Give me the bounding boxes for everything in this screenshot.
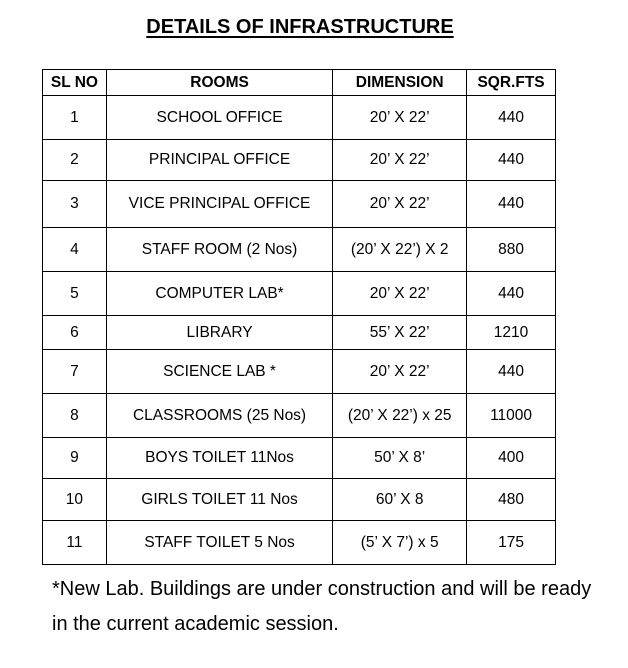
cell-sl-no: 2: [43, 140, 107, 181]
page-title: DETAILS OF INFRASTRUCTURE: [146, 16, 454, 38]
cell-room: SCIENCE LAB *: [106, 350, 332, 394]
cell-sl-no: 3: [43, 181, 107, 228]
cell-room: LIBRARY: [106, 316, 332, 350]
table-row: [43, 438, 556, 479]
header-dimension: DIMENSION: [333, 70, 467, 96]
cell-room: CLASSROOMS (25 Nos): [106, 394, 332, 438]
table-body: [43, 96, 556, 565]
header-rooms: ROOMS: [106, 70, 332, 96]
cell-sqr-fts: 480: [467, 479, 556, 521]
cell-sqr-fts: 440: [467, 350, 556, 394]
cell-dimension: 50’ X 8’: [333, 438, 467, 479]
table-row: [43, 479, 556, 521]
table-row: [43, 316, 556, 350]
cell-dimension: 20’ X 22’: [333, 96, 467, 140]
cell-sqr-fts: 400: [467, 438, 556, 479]
cell-room: PRINCIPAL OFFICE: [106, 140, 332, 181]
cell-room: SCHOOL OFFICE: [106, 96, 332, 140]
table-row: [43, 394, 556, 438]
table-row: [43, 350, 556, 394]
table-row: [43, 181, 556, 228]
cell-room: GIRLS TOILET 11 Nos: [106, 479, 332, 521]
cell-sqr-fts: 880: [467, 228, 556, 272]
cell-dimension: 55’ X 22’: [333, 316, 467, 350]
cell-sl-no: 7: [43, 350, 107, 394]
header-sl-no: SL NO: [43, 70, 107, 96]
cell-sqr-fts: 440: [467, 140, 556, 181]
cell-sqr-fts: 440: [467, 272, 556, 316]
cell-sl-no: 6: [43, 316, 107, 350]
cell-sl-no: 4: [43, 228, 107, 272]
table-header-row: [43, 70, 556, 96]
table-row: [43, 272, 556, 316]
cell-dimension: 60’ X 8: [333, 479, 467, 521]
cell-dimension: (20’ X 22’) X 2: [333, 228, 467, 272]
cell-dimension: 20’ X 22’: [333, 272, 467, 316]
cell-room: COMPUTER LAB*: [106, 272, 332, 316]
infrastructure-table: [42, 69, 556, 565]
table-row: [43, 96, 556, 140]
cell-dimension: 20’ X 22’: [333, 140, 467, 181]
table-row: [43, 140, 556, 181]
cell-sqr-fts: 440: [467, 96, 556, 140]
cell-sl-no: 11: [43, 521, 107, 565]
cell-sl-no: 1: [43, 96, 107, 140]
cell-room: BOYS TOILET 11Nos: [106, 438, 332, 479]
cell-room: VICE PRINCIPAL OFFICE: [106, 181, 332, 228]
cell-dimension: 20’ X 22’: [333, 181, 467, 228]
cell-sqr-fts: 1210: [467, 316, 556, 350]
cell-sqr-fts: 175: [467, 521, 556, 565]
cell-sl-no: 8: [43, 394, 107, 438]
table-row: [43, 228, 556, 272]
cell-sqr-fts: 11000: [467, 394, 556, 438]
cell-dimension: (20’ X 22’) x 25: [333, 394, 467, 438]
cell-room: STAFF TOILET 5 Nos: [106, 521, 332, 565]
cell-sl-no: 10: [43, 479, 107, 521]
cell-room: STAFF ROOM (2 Nos): [106, 228, 332, 272]
header-sqr-fts: SQR.FTS: [467, 70, 556, 96]
table-row: [43, 521, 556, 565]
cell-dimension: 20’ X 22’: [333, 350, 467, 394]
cell-sqr-fts: 440: [467, 181, 556, 228]
cell-sl-no: 9: [43, 438, 107, 479]
cell-sl-no: 5: [43, 272, 107, 316]
footnote: *New Lab. Buildings are under construction and will be ready in the current academic session.: [52, 578, 592, 635]
cell-dimension: (5’ X 7’) x 5: [333, 521, 467, 565]
